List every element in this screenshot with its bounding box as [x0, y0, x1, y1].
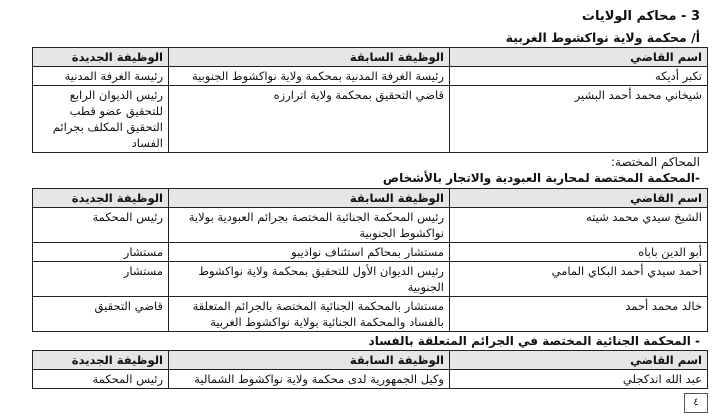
judge-name: شيخاني محمد أحمد البشير — [450, 86, 708, 153]
header-judge-name: اسم القاضي — [450, 351, 708, 370]
new-role: قاضي التحقيق — [33, 297, 169, 332]
specialized-courts-heading: المحاكم المختصة: — [610, 155, 700, 169]
header-new-role: الوظيفة الجديدة — [33, 189, 169, 208]
new-role: رئيس الديوان الرابع للتحقيق عضو قطب التحقيق المكلف بجرائم الفساد — [33, 86, 169, 153]
court-title-west: أ/ محكمة ولاية نواكشوط الغربية — [505, 30, 700, 45]
table-row — [33, 67, 708, 86]
judge-name: الشيخ سيدي محمد شيته — [450, 208, 708, 243]
previous-role: رئيسة الغرفة المدنية بمحكمة ولاية نواكشوط الجنوبية — [169, 67, 450, 86]
table-slavery-court — [32, 188, 708, 332]
previous-role: رئيس المحكمة الجنائية المختصة بجرائم العبودية بولاية نواكشوط الجنوبية — [169, 208, 450, 243]
previous-role: وكيل الجمهورية لدى محكمة ولاية نواكشوط الشمالية — [169, 370, 450, 389]
table-west-court — [32, 47, 708, 153]
judge-name: عبد الله اندكجلي — [450, 370, 708, 389]
table-row — [33, 208, 708, 243]
new-role: رئيس المحكمة — [33, 208, 169, 243]
previous-role: مستشار بمحاكم استئناف نواذيبو — [169, 243, 450, 262]
section-title: 3 - محاكم الولايات — [581, 9, 700, 24]
new-role: رئيسة الغرفة المدنية — [33, 67, 169, 86]
judge-name: أبو الدين باباه — [450, 243, 708, 262]
previous-role: قاضي التحقيق بمحكمة ولاية اترارزه — [169, 86, 450, 153]
table-header-row — [33, 351, 708, 370]
table-row — [33, 86, 708, 153]
table-row — [33, 243, 708, 262]
judge-name: خالد محمد أحمد — [450, 297, 708, 332]
previous-role: مستشار بالمحكمة الجنائية المختصة بالجرائم المتعلقة بالفساد والمحكمة الجنائية بولاية نواكشوط الغربية — [169, 297, 450, 332]
table-row — [33, 262, 708, 297]
header-new-role: الوظيفة الجديدة — [33, 48, 169, 67]
table-row — [33, 370, 708, 389]
table-header-row — [33, 189, 708, 208]
header-previous-role: الوظيفة السابقة — [169, 351, 450, 370]
new-role: رئيس المحكمة — [33, 370, 169, 389]
table-row — [33, 297, 708, 332]
new-role: مستشار — [33, 262, 169, 297]
court-title-slavery: -المحكمة المختصة لمحاربة العبودية والاتجار بالأشخاص — [382, 171, 700, 185]
header-previous-role: الوظيفة السابقة — [169, 48, 450, 67]
judge-name: أحمد سيدي أحمد البكاي المامي — [450, 262, 708, 297]
court-title-corruption: - المحكمة الجنائية المختصة في الجرائم المتعلقة بالفساد — [368, 334, 700, 348]
header-previous-role: الوظيفة السابقة — [169, 189, 450, 208]
judge-name: تكبر أديكه — [450, 67, 708, 86]
header-new-role: الوظيفة الجديدة — [33, 351, 169, 370]
previous-role: رئيس الديوان الأول للتحقيق بمحكمة ولاية نواكشوط الجنوبية — [169, 262, 450, 297]
table-corruption-court — [32, 350, 708, 389]
header-judge-name: اسم القاضي — [450, 189, 708, 208]
page-number: ٤ — [684, 393, 708, 413]
table-header-row — [33, 48, 708, 67]
header-judge-name: اسم القاضي — [450, 48, 708, 67]
new-role: مستشار — [33, 243, 169, 262]
